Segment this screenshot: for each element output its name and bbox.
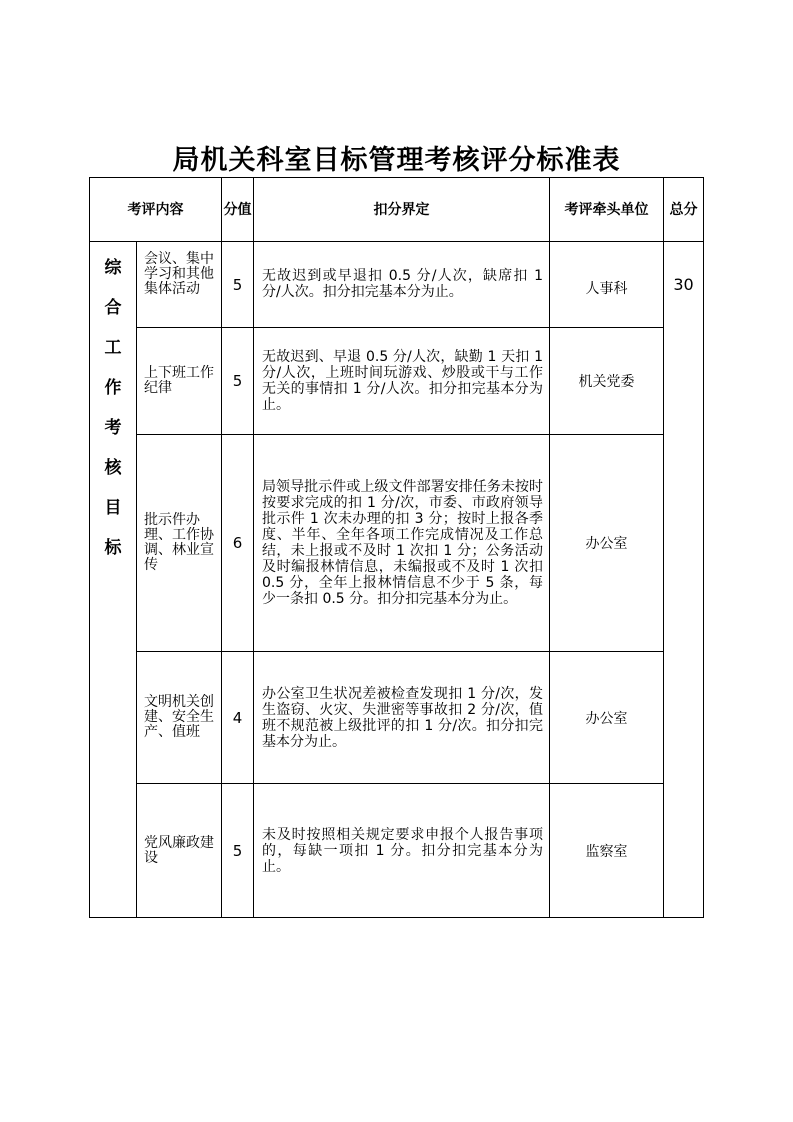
total-score: 30 <box>664 242 704 918</box>
item-cell: 会议、集中学习和其他集体活动 <box>137 242 222 328</box>
unit-cell: 机关党委 <box>550 328 664 435</box>
unit-cell: 人事科 <box>550 242 664 328</box>
item-cell: 文明机关创建、安全生产、值班 <box>137 652 222 784</box>
table-row <box>90 652 704 784</box>
item-cell: 上下班工作纪律 <box>137 328 222 435</box>
rule-cell: 办公室卫生状况差被检查发现扣 1 分/次，发生盗窃、火灾、失泄密等事故扣 2 分/次，值班不规范被上级批评的扣 1 分/次。扣分扣完基本分为止。 <box>254 652 550 784</box>
unit-cell: 监察室 <box>550 784 664 918</box>
header-row <box>90 178 704 242</box>
score-cell: 5 <box>222 328 254 435</box>
table-row <box>90 242 704 328</box>
header-rule: 扣分界定 <box>254 178 550 242</box>
category-cell <box>90 242 137 918</box>
table-row <box>90 328 704 435</box>
category-label: 综合工作考核目标 <box>104 258 122 558</box>
score-cell: 6 <box>222 435 254 652</box>
page-title: 局机关科室目标管理考核评分标准表 <box>172 145 621 176</box>
table-row <box>90 435 704 652</box>
score-cell: 4 <box>222 652 254 784</box>
rule-cell: 无故迟到、早退 0.5 分/人次，缺勤 1 天扣 1 分/人次，上班时间玩游戏、炒股或干与工作无关的事情扣 1 分/人次。扣分扣完基本分为止。 <box>254 328 550 435</box>
header-unit: 考评牵头单位 <box>550 178 664 242</box>
unit-cell: 办公室 <box>550 435 664 652</box>
header-total: 总分 <box>664 178 704 242</box>
header-content: 考评内容 <box>90 178 222 242</box>
score-cell: 5 <box>222 242 254 328</box>
header-score: 分值 <box>222 178 254 242</box>
unit-cell: 办公室 <box>550 652 664 784</box>
rule-cell: 未及时按照相关规定要求申报个人报告事项的，每缺一项扣 1 分。扣分扣完基本分为止。 <box>254 784 550 918</box>
rule-cell: 无故迟到或早退扣 0.5 分/人次，缺席扣 1 分/人次。扣分扣完基本分为止。 <box>254 242 550 328</box>
scoring-table <box>89 177 704 918</box>
rule-cell: 局领导批示件或上级文件部署安排任务未按时按要求完成的扣 1 分/次，市委、市政府领导批示件 1 次未办理的扣 3 分；按时上报各季度、半年、全年各项工作完成情况及工作总结，未上报或不及时 1 次扣 1 分；公务活动及时编报林情信息，未编报或不及时 1 次扣 0.5 分，全年上报林情信息不少于 5 条，每少一条扣 0.5 分。扣分扣完基本分为止。 <box>254 435 550 652</box>
score-cell: 5 <box>222 784 254 918</box>
table-row <box>90 784 704 918</box>
item-cell: 批示件办理、工作协调、林业宣传 <box>137 435 222 652</box>
item-cell: 党风廉政建设 <box>137 784 222 918</box>
